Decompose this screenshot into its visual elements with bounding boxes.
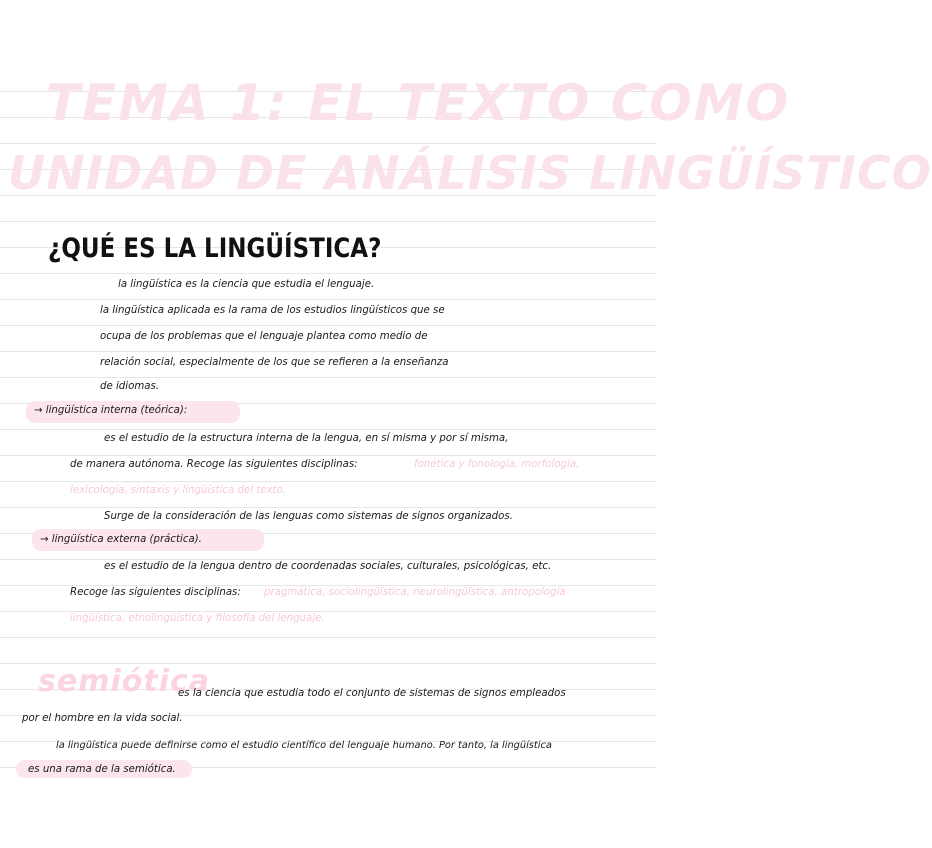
intro-line-1: la lingüística es la ciencia que estudia el lenguaje. (118, 279, 375, 290)
externa-line-2a: Recoge las siguientes disciplinas: (70, 587, 241, 598)
interna-line-1: es el estudio de la estructura interna de la lengua, en sí misma y por sí misma, (104, 433, 509, 444)
section-heading: ¿QUÉ ES LA LINGÜÍSTICA? (48, 234, 382, 264)
semiotica-line-4: es una rama de la semiótica. (28, 764, 176, 775)
intro-line-3: ocupa de los problemas que el lenguaje plantea como medio de (100, 331, 428, 342)
semiotica-line-1: es la ciencia que estudia todo el conjunto de sistemas de signos empleados (178, 688, 566, 699)
semiotica-line-3: la lingüística puede definirse como el estudio científico del lenguaje humano. Por tanto, la lingüística (56, 740, 552, 751)
intro-line-4: relación social, especialmente de los que se refieren a la enseñanza (100, 357, 449, 368)
interna-line-4: Surge de la consideración de las lenguas como sistemas de signos organizados. (104, 511, 513, 522)
externa-line-1: es el estudio de la lengua dentro de coordenadas sociales, culturales, psicológicas, etc. (104, 561, 552, 572)
interna-disciplines-1: fonética y fonología, morfología, (414, 459, 580, 470)
interna-disciplines-2: lexicología, sintaxis y lingüística del texto. (70, 485, 287, 496)
externa-disciplines-2: lingüística, etnolingüística y filosofía del lenguaje. (70, 613, 325, 624)
semiotica-heading: semiótica (38, 664, 211, 699)
interna-line-2a: de manera autónoma. Recoge las siguientes disciplinas: (70, 459, 358, 470)
externa-label: → lingüística externa (práctica). (40, 534, 202, 545)
externa-disciplines-1: pragmática, sociolingüística, neurolingüística, antropología (264, 587, 566, 598)
page-title-line-2: UNIDAD DE ANÁLISIS LINGÜÍSTICO (8, 146, 932, 200)
intro-line-5: de idiomas. (100, 381, 160, 392)
interna-label: → lingüística interna (teórica): (34, 405, 188, 416)
intro-line-2: la lingüística aplicada es la rama de los estudios lingüísticos que se (100, 305, 445, 316)
page-title-line-1: TEMA 1: EL TEXTO COMO (46, 74, 791, 132)
semiotica-line-2: por el hombre en la vida social. (22, 713, 183, 724)
